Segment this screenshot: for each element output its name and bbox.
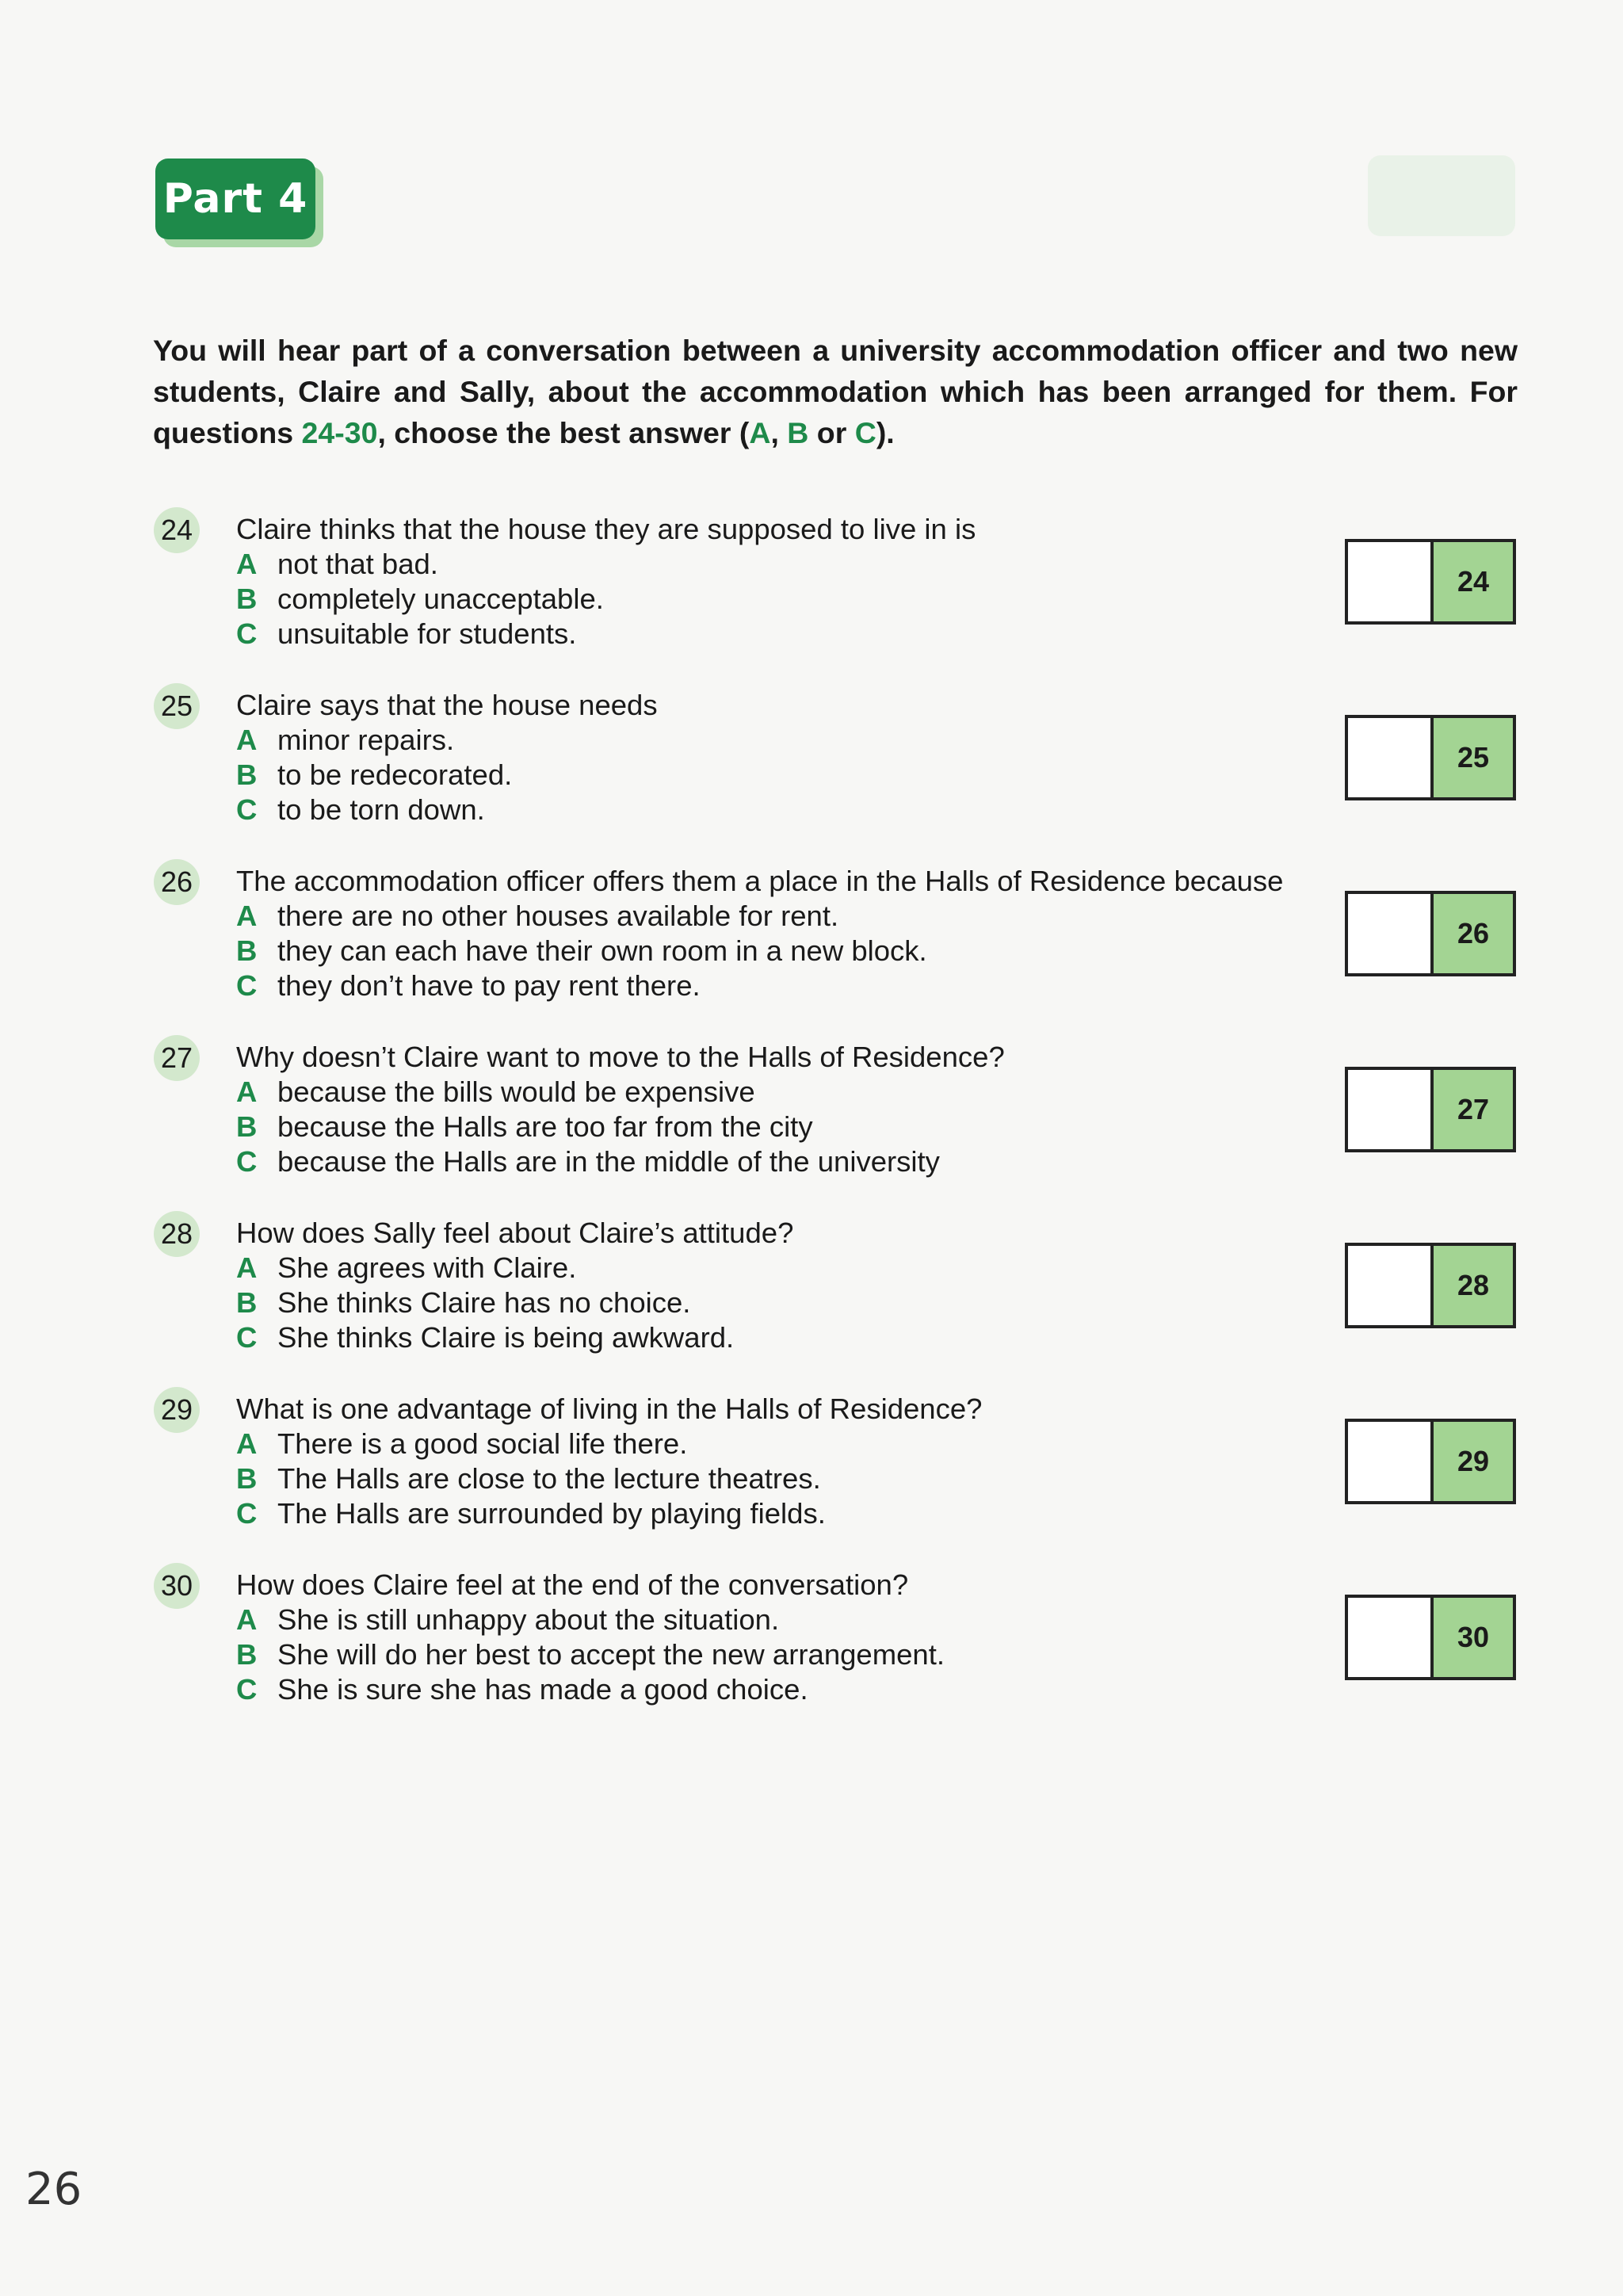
option-letter: B xyxy=(236,583,258,615)
answer-box xyxy=(1345,1595,1516,1680)
option-letter: A xyxy=(236,548,258,580)
option-letter: A xyxy=(236,1603,258,1636)
option-text: She is sure she has made a good choice. xyxy=(277,1673,808,1706)
option-text: She is still unhappy about the situation. xyxy=(277,1603,780,1636)
answer-option xyxy=(236,758,512,793)
separator: or xyxy=(808,415,855,449)
show-through-badge xyxy=(1368,155,1515,236)
option-letter: C xyxy=(236,969,258,1002)
answer-write-in-field[interactable] xyxy=(1348,1598,1434,1677)
answer-option xyxy=(236,1637,945,1672)
answer-box-number: 29 xyxy=(1434,1422,1513,1501)
answer-option xyxy=(236,1075,755,1110)
option-text: they don’t have to pay rent there. xyxy=(277,969,701,1002)
option-letter: C xyxy=(236,1145,258,1178)
question-stem: How does Claire feel at the end of the conversation? xyxy=(236,1568,909,1601)
option-letter-b: B xyxy=(787,415,809,449)
option-text: There is a good social life there. xyxy=(277,1427,688,1460)
option-text: minor repairs. xyxy=(277,724,455,756)
answer-option xyxy=(236,1672,808,1707)
question-5 xyxy=(151,1387,1529,1538)
answer-option xyxy=(236,899,838,934)
question-number: 27 xyxy=(154,1035,200,1081)
instructions-text-end: ). xyxy=(876,415,895,449)
option-text: to be redecorated. xyxy=(277,758,513,791)
option-letter: C xyxy=(236,793,258,826)
answer-option xyxy=(236,1427,687,1461)
question-number: 30 xyxy=(154,1563,200,1609)
answer-option xyxy=(236,1110,813,1144)
option-letter: C xyxy=(236,1321,258,1354)
answer-option xyxy=(236,617,576,651)
question-0 xyxy=(151,507,1529,658)
question-range: 24-30 xyxy=(301,415,378,449)
answer-write-in-field[interactable] xyxy=(1348,1070,1434,1149)
answer-write-in-field[interactable] xyxy=(1348,718,1434,797)
answer-box xyxy=(1345,1243,1516,1328)
option-text: The Halls are surrounded by playing fields. xyxy=(277,1497,826,1530)
question-6 xyxy=(151,1563,1529,1713)
question-4 xyxy=(151,1211,1529,1362)
page-number: 26 xyxy=(25,2164,82,2215)
answer-write-in-field[interactable] xyxy=(1348,1246,1434,1325)
option-text: She agrees with Claire. xyxy=(277,1251,577,1284)
instructions xyxy=(153,330,1518,453)
option-text: She will do her best to accept the new arrangement. xyxy=(277,1638,945,1671)
option-letter-c: C xyxy=(854,415,876,449)
option-letter: B xyxy=(236,1286,258,1319)
option-letter: A xyxy=(236,1251,258,1284)
answer-option xyxy=(236,1144,940,1179)
answer-option xyxy=(236,1251,576,1286)
question-number: 26 xyxy=(154,859,200,905)
option-text: She thinks Claire has no choice. xyxy=(277,1286,691,1319)
answer-box xyxy=(1345,1419,1516,1504)
answer-option xyxy=(236,1286,690,1320)
option-text: She thinks Claire is being awkward. xyxy=(277,1321,735,1354)
option-text: there are no other houses available for rent. xyxy=(277,900,839,932)
option-text: because the Halls are too far from the city xyxy=(277,1110,813,1143)
answer-option xyxy=(236,1603,779,1637)
option-text: to be torn down. xyxy=(277,793,485,826)
option-text: completely unacceptable. xyxy=(277,583,604,615)
option-text: because the bills would be expensive xyxy=(277,1075,755,1108)
option-letter: A xyxy=(236,900,258,932)
option-letter: B xyxy=(236,1110,258,1143)
answer-box-number: 26 xyxy=(1434,894,1513,973)
option-letter: B xyxy=(236,758,258,791)
question-number: 28 xyxy=(154,1211,200,1257)
answer-box-number: 30 xyxy=(1434,1598,1513,1677)
option-text: because the Halls are in the middle of the university xyxy=(277,1145,940,1178)
question-3 xyxy=(151,1035,1529,1186)
instructions-text: You will hear part of a conversation between a university accommodation officer and two new students, Claire and Sally, about the accommodation which has been arranged for them. For questions xyxy=(153,333,1518,449)
answer-option xyxy=(236,1320,734,1355)
answer-box xyxy=(1345,1067,1516,1152)
option-letter: C xyxy=(236,1497,258,1530)
answer-box-number: 25 xyxy=(1434,718,1513,797)
answer-box xyxy=(1345,891,1516,976)
question-stem: How does Sally feel about Claire’s attitude? xyxy=(236,1217,794,1249)
instructions-text-mid: , choose the best answer ( xyxy=(377,415,750,449)
answer-box-number: 27 xyxy=(1434,1070,1513,1149)
question-stem: Claire says that the house needs xyxy=(236,689,658,721)
question-stem: The accommodation officer offers them a place in the Halls of Residence because xyxy=(236,865,1284,897)
option-text: not that bad. xyxy=(277,548,438,580)
separator: , xyxy=(770,415,788,449)
option-letter: B xyxy=(236,1638,258,1671)
question-stem: What is one advantage of living in the Halls of Residence? xyxy=(236,1392,983,1425)
question-1 xyxy=(151,683,1529,834)
option-text: unsuitable for students. xyxy=(277,617,577,650)
option-letter: A xyxy=(236,1427,258,1460)
option-letter-a: A xyxy=(749,415,771,449)
answer-option xyxy=(236,1496,826,1531)
question-number: 24 xyxy=(154,507,200,553)
answer-option xyxy=(236,547,438,582)
question-number: 29 xyxy=(154,1387,200,1433)
question-2 xyxy=(151,859,1529,1010)
option-letter: A xyxy=(236,724,258,756)
option-letter: A xyxy=(236,1075,258,1108)
answer-option xyxy=(236,723,454,758)
answer-option xyxy=(236,934,927,968)
part-badge: Part 4 xyxy=(155,159,315,239)
answer-box-number: 28 xyxy=(1434,1246,1513,1325)
answer-write-in-field[interactable] xyxy=(1348,542,1434,621)
option-text: The Halls are close to the lecture theatres. xyxy=(277,1462,821,1495)
option-letter: B xyxy=(236,934,258,967)
answer-option xyxy=(236,793,485,827)
question-stem: Why doesn’t Claire want to move to the Halls of Residence? xyxy=(236,1041,1005,1073)
question-stem: Claire thinks that the house they are supposed to live in is xyxy=(236,513,976,545)
answer-write-in-field[interactable] xyxy=(1348,894,1434,973)
answer-box xyxy=(1345,539,1516,625)
answer-write-in-field[interactable] xyxy=(1348,1422,1434,1501)
option-letter: C xyxy=(236,617,258,650)
option-text: they can each have their own room in a new block. xyxy=(277,934,927,967)
question-number: 25 xyxy=(154,683,200,729)
option-letter: C xyxy=(236,1673,258,1706)
option-letter: B xyxy=(236,1462,258,1495)
answer-box-number: 24 xyxy=(1434,542,1513,621)
answer-option xyxy=(236,1461,821,1496)
answer-option xyxy=(236,968,701,1003)
answer-option xyxy=(236,582,604,617)
answer-box xyxy=(1345,715,1516,800)
